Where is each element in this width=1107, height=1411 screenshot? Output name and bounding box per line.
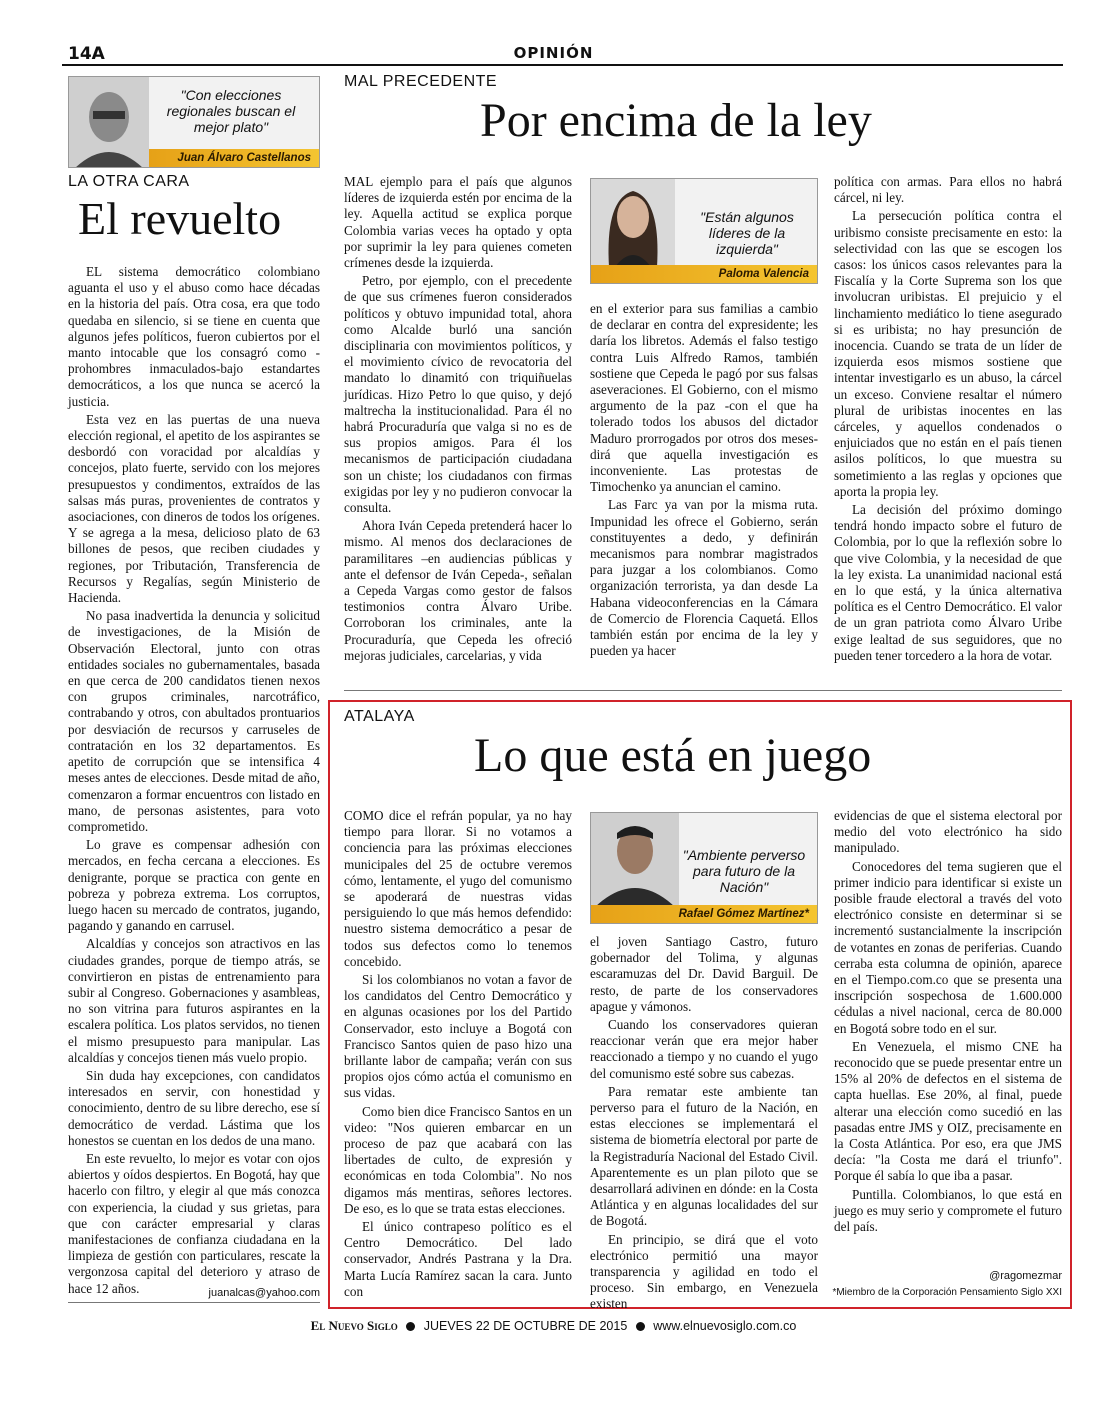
- article-col-1: [344, 174, 572, 666]
- website-link[interactable]: www.elnuevosiglo.com.co: [653, 1319, 797, 1333]
- column-bottom-rule: [68, 1302, 320, 1303]
- paragraph: En principio, se dirá que el voto electrónico permitió una mayor transparencia y agilidad en todo el proceso. Sin embargo, en Venezuela existen: [590, 1231, 818, 1312]
- paragraph: Lo grave es compensar adhesión con mercados, en fecha cercana a elecciones. Es denigrante, porque se practica con gente en pobreza y pobreza extrema. Los corruptos, luego hacen su mercado de contratos, jugando, pagando y ganando en carrusel.: [68, 837, 320, 934]
- article-body: [68, 264, 320, 1299]
- photo-quote: "Con elecciones regionales buscan el mejor plato": [166, 87, 296, 135]
- paragraph: política con armas. Para ellos no habrá cárcel, ni ley.: [834, 174, 1062, 206]
- article-headline: Por encima de la ley: [480, 94, 872, 147]
- article-col-2: [590, 934, 818, 1315]
- paragraph: El único contrapeso político es el Centro Democrático. Del lado conservador, Andrés Pastrana y la Dra. Marta Lucía Ramírez sacan la cara. Junto con: [344, 1219, 572, 1299]
- paragraph: La decisión del próximo domingo tendrá hondo impacto sobre el futuro de Colombia, por lo que la reflexión sobre lo que vive Colombia, y la necesidad de que la ley exista. La unanimidad nacional está en lo que está, y la única alternativa política es el Centro Democrático. El valor de un gran patriota como Álvaro Uribe exige lealtad de sus seguidores, que no pueden tener torcedero a la hora de votar.: [834, 502, 1062, 663]
- columnist-photo-box: [590, 178, 818, 284]
- issue-date: JUEVES 22 DE OCTUBRE DE 2015: [423, 1319, 628, 1333]
- article-headline: Lo que está en juego: [474, 729, 872, 782]
- paragraph: Cuando los conservadores quieran reaccionar verán que era mejor haber reaccionado a tiempo y no cuando el yugo del comunismo esté sobre sus cabezas.: [590, 1017, 818, 1081]
- paragraph: Sin duda hay excepciones, con candidatos interesados en servir, con honestidad y conocimiento, dentro de su libre derecho, ese sí democrático de verdad. Lástima que los honestos se cuentan en los dedos de una mano.: [68, 1067, 320, 1148]
- columnist-photo-box: [68, 76, 320, 168]
- paragraph: COMO dice el refrán popular, ya no hay tiempo para llorar. Si no votamos a conciencia para las próximas elecciones municipales del 25 de octubre veremos cómo, lentamente, el yugo del comunismo se apoderará de nuestras vidas persiguiendo lo que más hemos defendido: nuestro sistema democrático a pesar de todos sus defectos como lo tenemos concebido.: [344, 808, 572, 969]
- section-kicker: LA OTRA CARA: [68, 173, 190, 190]
- paragraph: Las Farc ya van por la misma ruta. Impunidad les ofrece el Gobierno, serán constituyentes a dedo, y definirán mecanismos para nombrar magistrados para juzgar a los colombianos. Como organización terrorista, ya dan desde La Habana videoconferencias en la Cámara de Comercio de Florencia Caquetá. Ellos también están por encima de la ley y pueden ya hacer: [590, 497, 818, 659]
- article-headline: El revuelto: [78, 193, 282, 244]
- page-footer: [0, 1318, 1107, 1334]
- paragraph: La persecución política contra el uribismo consiste precisamente en esto: la selectividad con las que se escogen los casos: los únicos casos relevantes para la Fiscalía y la Corte Suprema son los que involucran uribistas. El prejuicio y el linchamiento mediático lo tiene asegurado si es uribista; no hay presunción de inocencia. Cuando se trata de un líder de izquierda esos mismos sostiene que intentar investigarlo es un abuso, la cárcel un exceso. Conviene resaltar el número plural de uribistas inocentes en las cárceles, y aquellos condenados o enjuiciados que no están en el país tienen asilos políticos, lo que muestra su sometimiento a las reglas y opciones que aporta la propia ley.: [834, 208, 1062, 499]
- paragraph: evidencias de que el sistema electoral por medio del voto electrónico ha sido manipulado.: [834, 808, 1062, 856]
- photo-quote: "Ambiente perverso para futuro de la Nación": [682, 847, 806, 895]
- portrait-photo: [591, 813, 679, 907]
- author-email: juanalcas@yahoo.com: [208, 1287, 320, 1299]
- paragraph: en el exterior para sus familias a cambio de declarar en contra del expresidente; les daría los libretos. Además el falso testigo contra Luis Alfredo Ramos, también sostiene que Cepeda le pagó por sus falsas aseveraciones. El Gobierno, con el mismo argumento de la paz -con el que ha tolerado todos los abusos del dictador Maduro prorrogados por otros dos meses- dirá que aquella investigación es inconveniente. Las protestas de Timochenko ya anuncian el camino.: [590, 301, 818, 495]
- author-name: Juan Álvaro Castellanos: [149, 149, 319, 167]
- paragraph: Para rematar este ambiente tan perverso para el futuro de la Nación, en estas elecciones se implementará el sistema de biometría electoral por parte de la Registraduría Nacional del Estado Civil. Aparentemente es un plan piloto que se desarrollará adivinen en dónde: en la Costa Atlántica y en algunas localidades del sur de Bogotá.: [590, 1083, 818, 1229]
- paragraph: Si los colombianos no votan a favor de los candidatos del Centro Democrático y en algunas ocasiones por los del Partido Conservador, esto incluye a Bogotá con Francisco Santos quien de paso hizo una brillante labor de campaña; verán con sus propios ojos cómo actúa el comunismo en sus vidas.: [344, 972, 572, 1101]
- bullet-dot: [406, 1322, 415, 1331]
- paragraph: En Venezuela, el mismo CNE ha reconocido que se puede presentar entre un 15% al 20% de defectos en el sistema de capta huellas. Ese 20%, al final, puede alterar una elección como sucedió en las pasadas entre JMS y OIZ, precisamente en la Costa Atlántica. Por eso, era que JMS decía: "la Costa me dará el triunfo". Porque él sabía lo que iba a pasar.: [834, 1038, 1062, 1184]
- newspaper-brand: El Nuevo Siglo: [310, 1318, 398, 1333]
- page-number: 14A: [68, 44, 105, 64]
- paragraph: Puntilla. Colombianos, lo que está en juego es muy serio y compromete el futuro del país.: [834, 1186, 1062, 1235]
- paragraph: No pasa inadvertida la denuncia y solicitud de investigaciones, de la Misión de Observación Electoral, junto con otras entidades sociales no gubernamentales, basada en que cerca de 200 candidatos tienen nexos con grupos criminales, narcotráfico, contrabando y otros, con abultados prontuarios por desviación de recursos y carruseles de contratación en los 32 departamentos. Es apetito de corrupción que se intensifica 4 meses antes de elecciones. Desde mitad de año, comenzaron a formar encuentros con listado en mano, de personas asistentes, para voto comprometido.: [68, 608, 320, 834]
- header-rule: [62, 64, 1063, 66]
- paragraph: Conocedores del tema sugieren que el primer indicio para identificar si existe un posible fraude electoral a través del voto electrónico consiste en determinar si se incrementó sustancialmente la inscripción de votantes en zonas de periferias. Cuando cerraba esta columna de opinión, aparece en el Tiempo.com.co que se presenta una inscripción sospechosa de 1.600.000 cédulas a nivel nacional, cerca de 80.000 en Bogotá sobre todo en el sur.: [834, 858, 1062, 1036]
- section-title: OPINIÓN: [513, 44, 594, 62]
- article-col-2: [590, 301, 818, 661]
- paragraph: Esta vez en las puertas de una nueva elección regional, el apetito de los aspirantes se desbordó con voracidad por alcaldías y concejos, plato fuerte, servido con los mejores presupuestos y condimentos, extraídos de las salsas más puras, provenientes de contratos y asociaciones, con dineros de todos los orígenes. Y se agrega a la mesa, delicioso plato de 63 billones de pesos, que reciben ciudades y regiones, por Tributación, Transferencia de Recursos y Regalías, según Ministerio de Hacienda.: [68, 411, 320, 606]
- section-divider: [344, 690, 1062, 691]
- paragraph: MAL ejemplo para el país que algunos líderes de izquierda estén por encima de la ley. Aquella actitud se explica porque Colombia varias veces ha optado y opta por suprimir la ley para quienes cometen crímenes desde la izquierda.: [344, 174, 572, 271]
- author-footnote: *Miembro de la Corporación Pensamiento Siglo XXI: [832, 1287, 1062, 1298]
- section-kicker: MAL PRECEDENTE: [344, 73, 498, 90]
- columnist-photo-box: [590, 812, 818, 924]
- author-name: Rafael Gómez Martínez*: [591, 905, 817, 923]
- portrait-photo: [591, 179, 675, 267]
- bullet-dot: [636, 1322, 645, 1331]
- author-name: Paloma Valencia: [591, 265, 817, 283]
- article-col-3: [834, 174, 1062, 666]
- paragraph: Alcaldías y concejos son atractivos en las ciudades grandes, porque de tiempo atrás, se convirtieron en pistas de entrenamiento para subir al Congreso. Gobernaciones y asambleas, no son vitrina para futuros aspirantes en la escalera política. Los platos servidos, no tienen el mismo presupuesto para manipular. Las alcaldías y concejos tienen más vuelo propio.: [68, 936, 320, 1065]
- paragraph: Ahora Iván Cepeda pretenderá hacer lo mismo. Al menos dos declaraciones de paramilitares –en audiencias públicas y ante el defensor de Iván Cepeda-, señalan a Cepeda Vargas como gestor de falsos testimonios contra Álvaro Uribe. Corroboran los criminales, ante la Procuraduría, que Cepeda les ofreció mejoras judiciales, carcelarias, y vida: [344, 518, 572, 663]
- photo-quote: "Están algunos líderes de la izquierda": [700, 209, 794, 257]
- article-col-3: [834, 808, 1062, 1237]
- twitter-handle: @ragomezmar: [989, 1270, 1062, 1282]
- paragraph: el joven Santiago Castro, futuro gobernador del Tolima, y algunas escaramuzas del Dr. David Barguil. De resto, de parte de los conservadores apague y vámonos.: [590, 934, 818, 1014]
- paragraph: En este revuelto, lo mejor es votar con ojos abiertos y oídos despiertos. En Bogotá, hay que hacerlo con filtro, y elegir al que más conozca con experiencia, la ciudad y sus grietas, para que con carácter empresarial y claras manifestaciones de confianza ciudadana en la limpieza de gestión con particulares, rescate la vergonzosa capital del deterioro y atraso de hace 12 años.: [68, 1150, 320, 1296]
- article-col-1: [344, 808, 572, 1302]
- portrait-photo: [69, 77, 149, 168]
- paragraph: EL sistema democrático colombiano aguanta el uso y el abuso como hace décadas en la historia del país. Otra cosa, era que todo quedaba en silencio, si se tiene en cuenta que algunos jefes políticos, fueron cubiertos por el manto intocable que los consagró como -prohombres inmaculados-bajo estandartes democráticos, a los que nunca se acercó la justicia.: [68, 264, 320, 409]
- paragraph: Petro, por ejemplo, con el precedente de que sus crímenes fueron considerados políticos y obtuvo impunidad total, ahora como Alcalde burló una sanción disciplinaria con movimientos políticos, y el movimiento cívico de revocatoria del mandato lo dinamitó con triquiñuelas jurídicas. Hizo Petro lo que quiso, y dejó maltrecha la institucionalidad. Para él no habrá Procuraduría que valga si no es de sus propios amigos. Para él los mecanismos de participación ciudadana son un chiste; los ciudadanos con firmas exigidas por ley y no pudieron convocar la consulta.: [344, 273, 572, 516]
- section-kicker: ATALAYA: [344, 708, 415, 725]
- paragraph: Como bien dice Francisco Santos en un video: "Nos quieren embarcar en un proceso de paz que acabará con las libertades de culto, de expresión y económicas en toda Colombia". No nos digamos más mentiras, señores lectores. De eso, es lo que se trata estas elecciones.: [344, 1103, 572, 1216]
